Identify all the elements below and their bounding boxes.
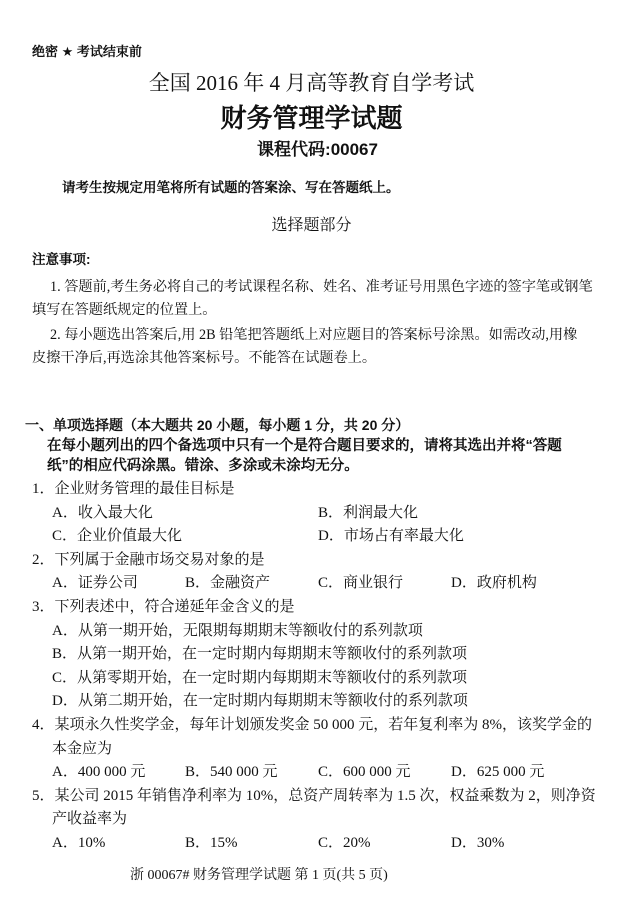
option-c: C．商业银行 [318,575,404,592]
option-d: D．从第二期开始，在一定时期内每期期末等额收付的系列款项 [52,693,468,710]
question-stem [32,549,596,573]
confidential-label: 绝密 ★ 考试结束前 [32,44,142,59]
section-instruction-line: 纸”的相应代码涂黑。错涂、多涂或未涂均无分。 [47,457,359,474]
question-number: 2． [32,551,55,568]
option-row [32,525,596,549]
option-d: D．市场占有率最大化 [318,528,464,545]
question-stem [32,596,596,620]
course-code: 课程代码:00067 [257,140,378,159]
question-2 [32,549,596,596]
question-stem-text: 下列表述中，符合递延年金含义的是 [54,598,295,615]
question-stem-text: 某项永久性奖学金，每年计划颁发奖金 50 000 元，若年复利率为 8%，该奖学金的 [54,716,593,733]
question-3 [32,596,596,714]
paper-title: 财务管理学试题 [220,103,403,133]
option-row [32,572,596,596]
option-c: C．企业价值最大化 [52,528,183,545]
question-number: 1． [32,481,55,497]
option-row [32,832,596,856]
question-stem-continuation: 产收益率为 [52,811,128,828]
option-row [32,620,596,644]
question-number: 4． [32,716,55,733]
option-row [32,643,596,667]
question-stem-continuation: 本金应为 [52,740,113,757]
option-b: B．利润最大化 [318,504,419,521]
question-5 [32,785,596,856]
option-d: D．30% [451,834,505,851]
exam-name: 全国 2016 年 4 月高等教育自学考试 [148,71,475,95]
question-stem-text: 下列属于金融市场交易对象的是 [54,551,265,568]
option-b: B．金融资产 [185,575,271,592]
note-line: 1. 答题前,考生务必将自己的考试课程名称、姓名、准考证号用黑色字迹的签字笔或钢笔 [50,279,593,295]
question-stem-text: 某公司 2015 年销售净利率为 10%，总资产周转率为 1.5 次，权益乘数为 2，则净资 [54,787,596,804]
option-b: B．15% [185,834,238,851]
option-a: A．10% [52,834,106,851]
page-footer: 浙 00067# 财务管理学试题 第 1 页(共 5 页) [130,868,388,883]
section-instruction-line: 在每小题列出的四个备选项中只有一个是符合题目要求的，请将其选出并将“答题 [47,438,562,454]
note-item-1 [32,276,593,322]
option-row [32,667,596,691]
option-a: A．400 000 元 [52,764,146,781]
option-d: D．政府机构 [451,575,537,592]
option-a: A．从第一期开始，无限期每期期末等额收付的系列款项 [52,622,423,639]
part-title: 选择题部分 [271,217,352,234]
question-stem [32,478,596,502]
note-line: 皮擦干净后,再选涂其他答案标号。不能答在试题卷上。 [32,350,377,366]
option-b: B．540 000 元 [185,764,278,781]
note-line: 2. 每小题选出答案后,用 2B 铅笔把答题纸上对应题目的答案标号涂黑。如需改动,用橡 [50,327,578,343]
question-4 [32,714,596,785]
note-item-2 [32,324,577,370]
question-stem-text: 企业财务管理的最佳目标是 [54,481,235,497]
answer-instruction: 请考生按规定用笔将所有试题的答案涂、写在答题纸上。 [62,180,400,195]
option-b: B．从第一期开始，在一定时期内每期期末等额收付的系列款项 [52,646,468,663]
note-line: 填写在答题纸规定的位置上。 [32,302,217,318]
option-row [32,502,596,526]
option-row [32,690,596,714]
section-instructions [47,437,562,476]
option-c: C．600 000 元 [318,764,411,781]
question-number: 3． [32,598,55,615]
option-row [32,761,596,785]
notes-heading: 注意事项: [32,252,91,267]
question-list [32,478,596,856]
option-d: D．625 000 元 [451,764,545,781]
option-a: A．证券公司 [52,575,138,592]
section-heading: 一、单项选择题（本大题共 20 小题，每小题 1 分，共 20 分） [25,417,410,433]
question-stem [32,785,596,809]
question-1 [32,478,596,549]
question-number: 5． [32,787,55,804]
option-c: C．20% [318,834,371,851]
question-stem [32,714,596,738]
option-a: A．收入最大化 [52,504,153,521]
option-c: C．从第零期开始，在一定时期内每期期末等额收付的系列款项 [52,669,468,686]
